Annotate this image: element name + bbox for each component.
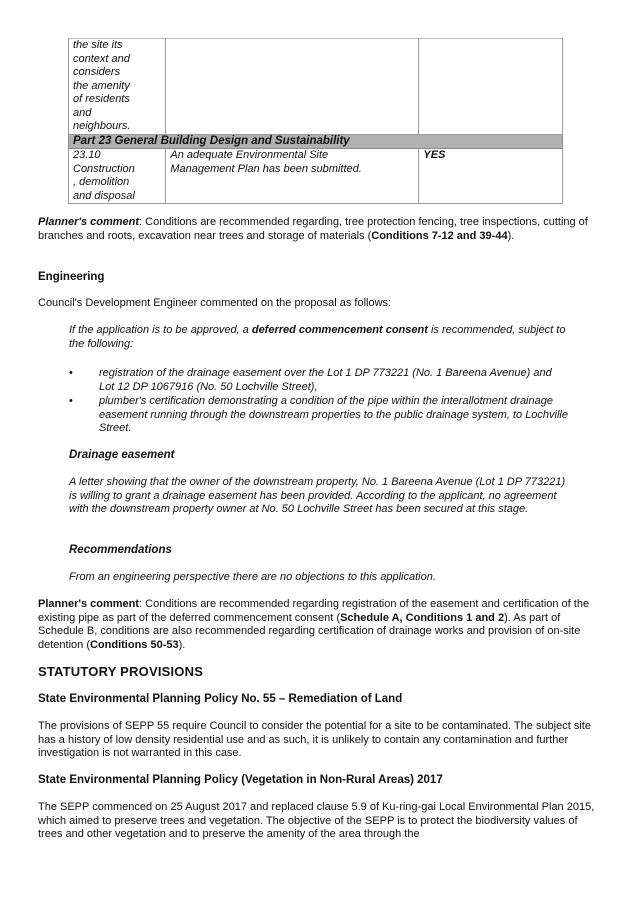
cell-line: neighbours.: [73, 120, 131, 132]
comment-label: Planner's comment: [38, 598, 140, 610]
vegetation-sepp-heading: State Environmental Planning Policy (Vegetation in Non-Rural Areas) 2017: [38, 774, 443, 786]
cell-line: of residents: [73, 93, 130, 105]
sepp55-text: The provisions of SEPP 55 require Council to consider the potential for a site to be contaminated. The subject site has a history of low density residential use and as such, it is unlikely to contain any contamination and further investigation is not warranted in this case.: [38, 720, 591, 759]
engineering-heading: Engineering: [38, 271, 105, 283]
recommendations-heading: Recommendations: [69, 544, 172, 556]
compliance-table: [68, 38, 563, 204]
bullet-icon: •: [69, 367, 73, 379]
engineering-intro: Council's Development Engineer commented on the proposal as follows:: [38, 297, 392, 309]
planner-comment-trees: [38, 216, 598, 243]
cell-line: the site its: [73, 39, 123, 51]
comment-text: ). As part of Schedule B, conditions are also recommended regarding certification of drainage works and provision of on-site detention (: [38, 611, 581, 651]
table-cell-comment: [166, 149, 419, 204]
bullet-icon: •: [69, 395, 73, 407]
table-cell-control: [69, 39, 166, 135]
requirement-list: [69, 367, 569, 436]
comment-text: ).: [178, 638, 186, 651]
condition-ref: Conditions 50-53: [89, 638, 179, 651]
table-cell-control: [69, 149, 166, 204]
condition-ref: Conditions 7-12 and 39-44: [371, 229, 508, 242]
list-item: [69, 395, 569, 436]
table-cell-complies: YES: [419, 149, 563, 204]
drainage-easement-heading: Drainage easement: [69, 449, 175, 461]
table-section-row: [69, 134, 563, 149]
table-row: [69, 39, 563, 135]
list-item-text: plumber's certification demonstrating a condition of the pipe within the interallotment drainage easement running through the downstream properties to the public drainage system, to Lochville Street.: [99, 395, 568, 434]
table-cell-comment: [166, 39, 419, 135]
table-cell-complies: [419, 39, 563, 135]
cell-line: 23.10: [73, 149, 101, 161]
comment-text: : Conditions are recommended regarding, tree protection fencing, tree inspections, cutting of branches and roots, excavation near trees and storage of materials (: [38, 216, 588, 242]
section-title: Part 23 General Building Design and Sustainability: [69, 134, 563, 149]
list-item: [69, 367, 569, 394]
engineer-quote: [69, 324, 569, 351]
cell-line: Management Plan has been submitted.: [170, 162, 362, 175]
planner-comment-drainage: [38, 598, 598, 652]
cell-line: considers: [73, 66, 121, 78]
list-item-text: registration of the drainage easement over the Lot 1 DP 773221 (No. 1 Bareena Avenue) and Lot 12 DP 1067916 (No. 50 Lochville Street),: [99, 367, 552, 393]
sepp55-heading: State Environmental Planning Policy No. 55 – Remediation of Land: [38, 693, 403, 705]
cell-line: and: [73, 106, 92, 119]
condition-ref: Schedule A, Conditions 1 and 2: [340, 611, 505, 624]
statutory-provisions-heading: STATUTORY PROVISIONS: [38, 664, 204, 679]
cell-line: and disposal: [73, 189, 135, 202]
recommendations-text: From an engineering perspective there are no objections to this application.: [69, 571, 436, 583]
drainage-easement-text: A letter showing that the owner of the downstream property, No. 1 Bareena Avenue (Lot 1 DP 773221) is willing to grant a drainage easement has been provided. According to the applicant, no agreement with the downstream property owner at No. 50 Lochville Street has been secured at this stage.: [69, 476, 566, 515]
table-row: [69, 149, 563, 204]
quote-text: is recommended, subject to the following:: [69, 324, 566, 350]
quote-emphasis: deferred commencement consent: [251, 324, 428, 336]
comment-label: Planner's comment: [38, 216, 140, 228]
cell-line: An adequate Environmental Site: [170, 149, 329, 161]
cell-line: , demolition: [73, 176, 130, 188]
vegetation-sepp-text: The SEPP commenced on 25 August 2017 and replaced clause 5.9 of Ku-ring-gai Local Environmental Plan 2015, which aimed to preserve trees and vegetation. The objective of the SEPP is to protect the biodiversity values of trees and other vegetation and to preserve the amenity of the area through the: [38, 801, 595, 840]
cell-line: Construction: [73, 162, 135, 175]
cell-line: the amenity: [73, 79, 130, 92]
cell-line: context and: [73, 52, 130, 65]
comment-text: ).: [507, 229, 515, 242]
quote-text: If the application is to be approved, a: [69, 324, 252, 336]
comment-text: : Conditions are recommended regarding registration of the easement and certification of the existing pipe as part of the deferred commencement consent (: [38, 598, 590, 624]
